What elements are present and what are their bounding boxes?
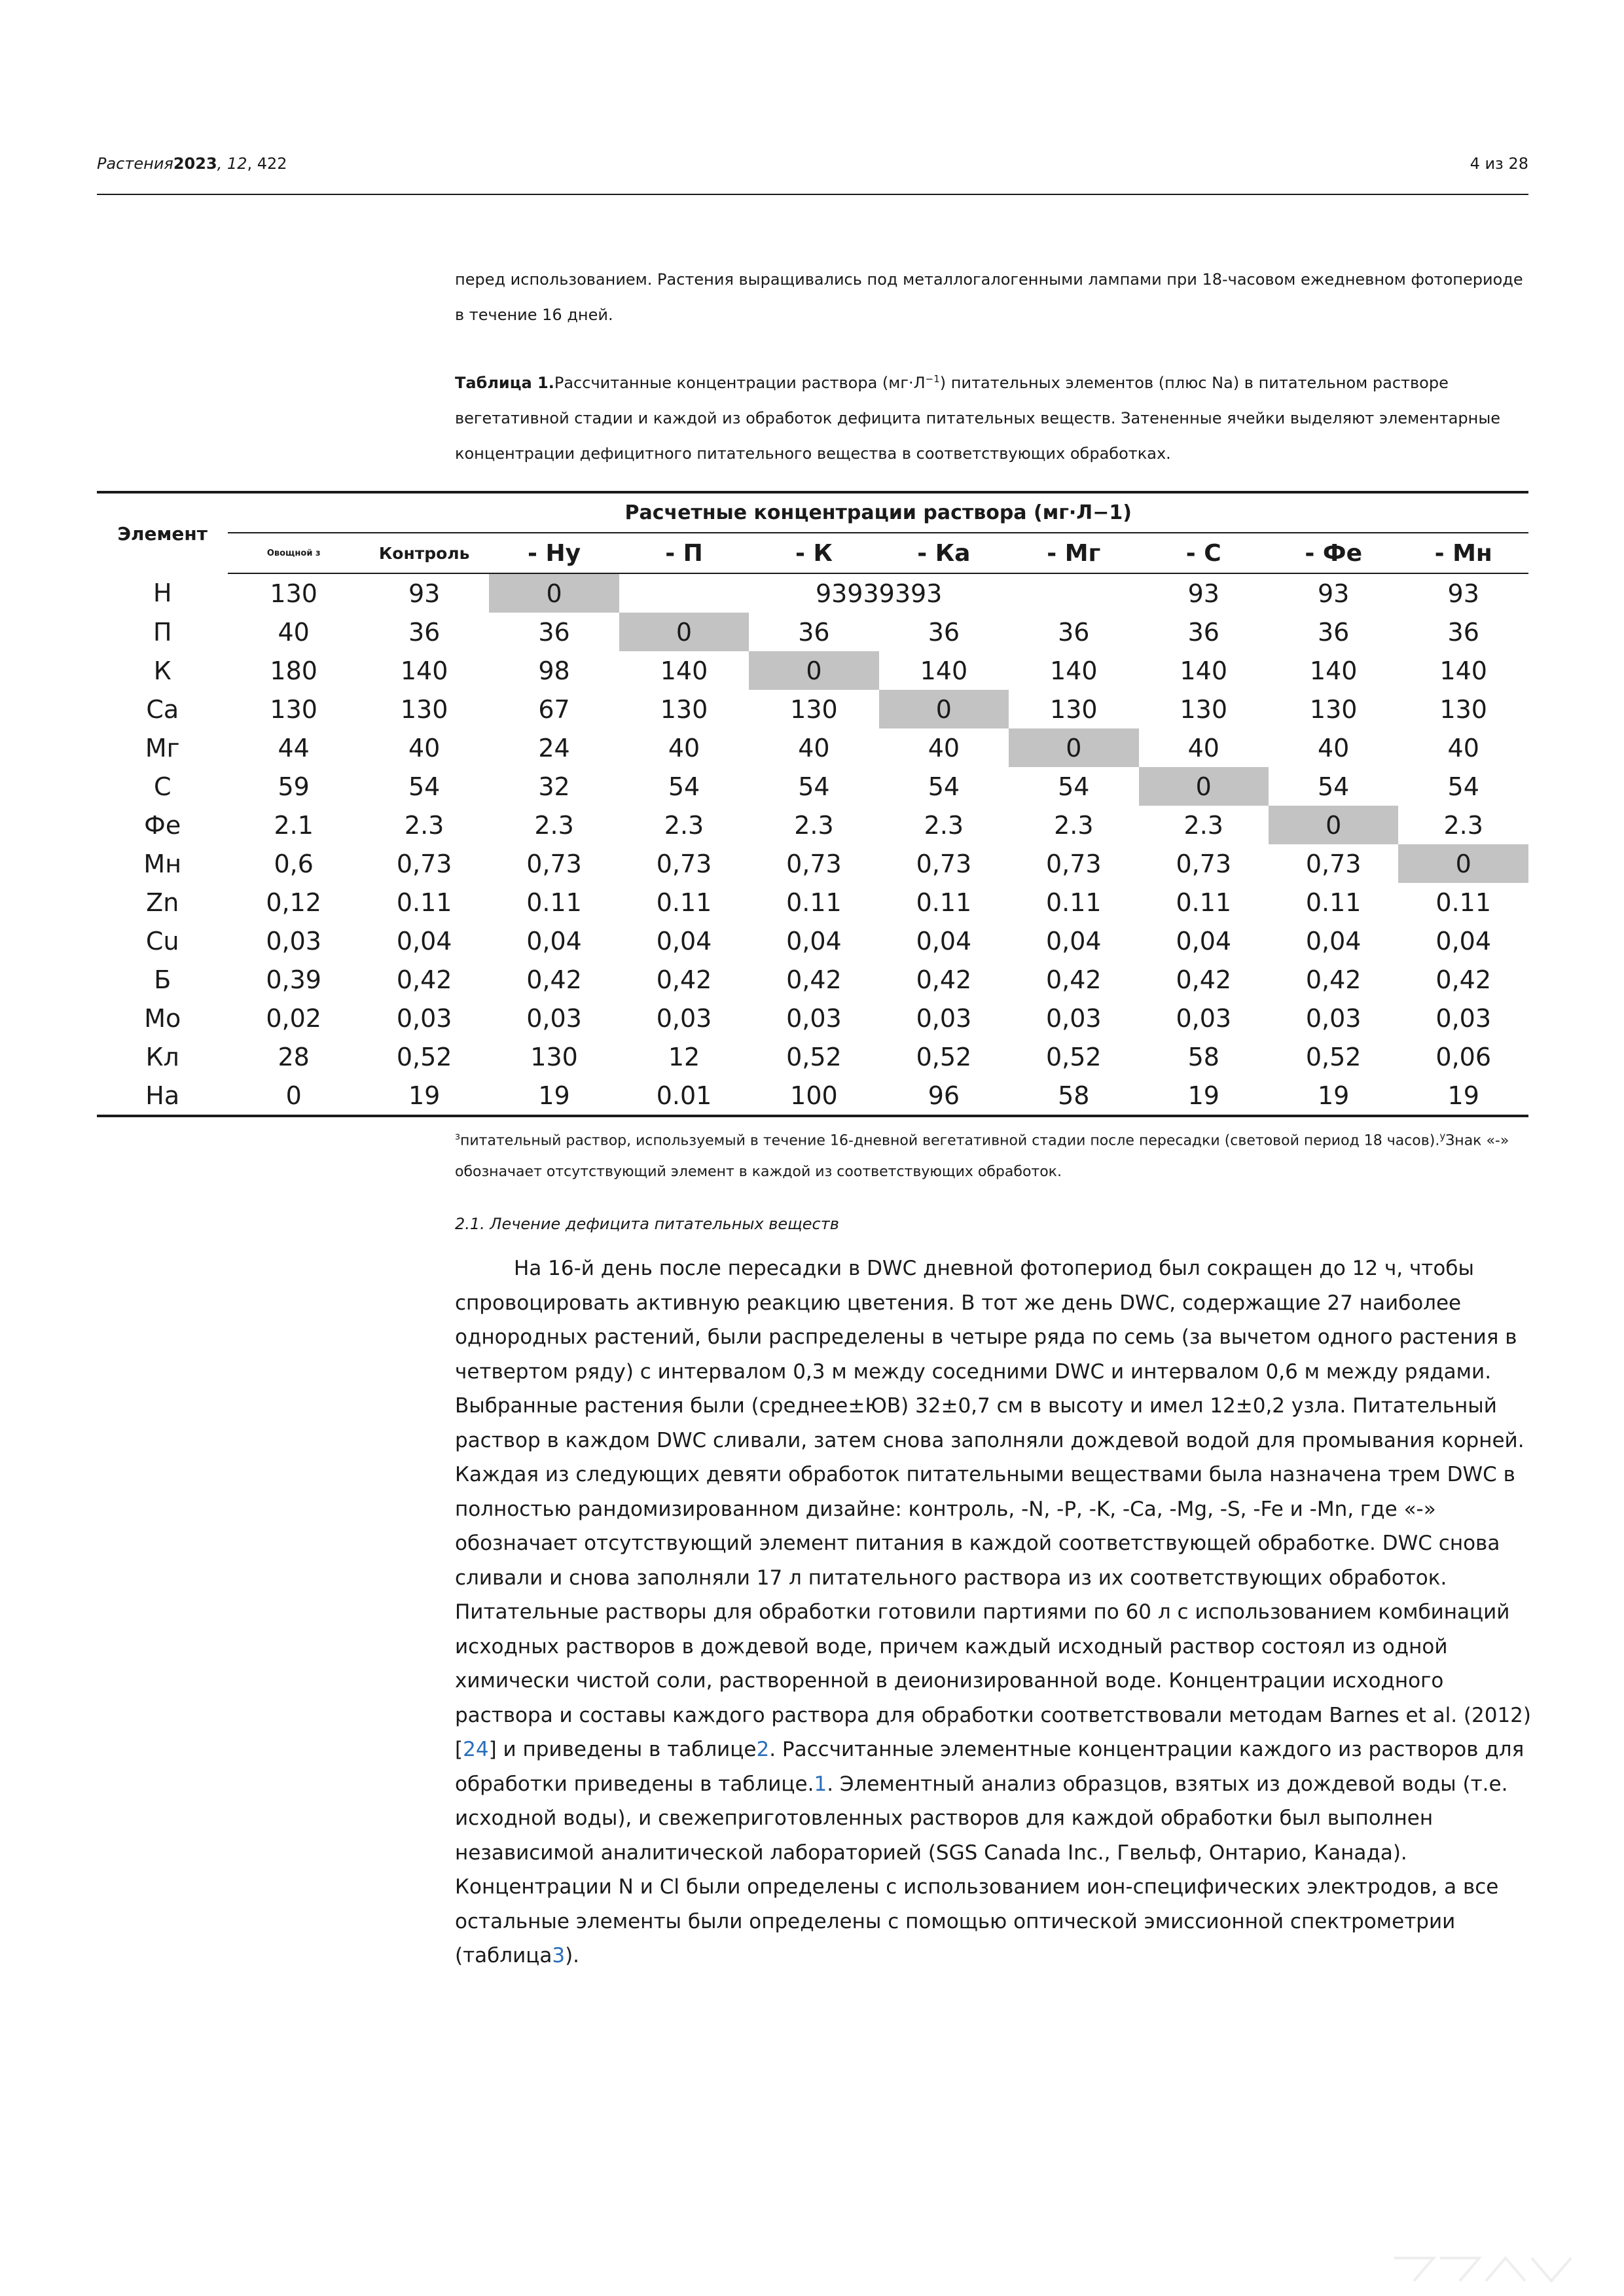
footnote-mark-z: з (455, 1130, 460, 1142)
value-cell: 130 (790, 694, 838, 724)
value-cell: 36 (928, 617, 960, 647)
table-row (97, 690, 1528, 728)
value-cell: 40 (1447, 733, 1479, 762)
value-cell: 19 (1139, 1076, 1269, 1116)
value-cell: 0.11 (656, 888, 712, 917)
value-cell: 0,42 (656, 965, 712, 994)
col-header-vegetative: Овощной з (228, 533, 359, 573)
table-link-3[interactable]: 3 (552, 1944, 566, 1967)
value-cell: 93 (1447, 579, 1479, 608)
value-cell: 0.11 (1176, 888, 1232, 917)
value-cell: 0.11 (916, 888, 972, 917)
value-cell: 24 (538, 733, 570, 762)
element-cell: К (153, 656, 171, 685)
value-cell: 0,42 (396, 965, 452, 994)
element-cell: Ca (146, 694, 179, 724)
value-cell: 0,73 (526, 849, 582, 878)
value-cell: 2.3 (794, 810, 834, 840)
table-row (97, 651, 1528, 690)
value-cell: 0,42 (786, 965, 842, 994)
value-cell: 12 (668, 1042, 700, 1071)
col-header-minus-mn: - Мн (1398, 533, 1528, 573)
value-cell: 19 (1398, 1076, 1528, 1116)
value-cell: 58 (1187, 1042, 1219, 1071)
col-header-minus-mg: - Мг (1009, 533, 1138, 573)
value-cell: 0.11 (396, 888, 452, 917)
value-cell: 36 (1318, 617, 1350, 647)
value-cell: 0,04 (396, 926, 452, 956)
value-cell: 40 (1318, 733, 1350, 762)
table-row (97, 806, 1528, 844)
value-cell: 0,73 (786, 849, 842, 878)
page-number: 4 из 28 (1470, 154, 1528, 173)
value-cell: 36 (538, 617, 570, 647)
value-cell: 54 (668, 772, 700, 801)
value-cell: 0,42 (1046, 965, 1102, 994)
value-cell: 0,03 (266, 926, 321, 956)
value-cell: 130 (270, 579, 317, 608)
value-cell: 0,04 (1305, 926, 1362, 956)
value-cell: 0.11 (1435, 888, 1491, 917)
value-cell: 100 (749, 1076, 878, 1116)
value-cell: 0 (879, 690, 1009, 728)
value-cell: 98 (538, 656, 570, 685)
value-cell: 0,04 (1435, 926, 1491, 956)
value-cell: 0,04 (916, 926, 972, 956)
table-row (97, 767, 1528, 806)
col-header-minus-s: - С (1139, 533, 1269, 573)
article-number: 422 (257, 154, 287, 173)
element-cell: П (153, 617, 172, 647)
element-cell: Мг (145, 733, 180, 762)
value-cell: 0,03 (786, 1003, 842, 1033)
value-cell: 0.11 (526, 888, 582, 917)
element-cell: Н (153, 579, 172, 607)
value-cell: 0,39 (266, 965, 321, 994)
value-cell: 0,52 (396, 1042, 452, 1071)
value-cell: 0 (1269, 806, 1398, 844)
element-cell: На (97, 1076, 228, 1116)
value-cell: 40 (408, 733, 441, 762)
value-cell: 93 (1187, 579, 1219, 608)
value-cell: 0,03 (916, 1003, 972, 1033)
value-cell: 140 (920, 656, 968, 685)
value-cell: 0,73 (916, 849, 972, 878)
value-cell: 28 (278, 1042, 310, 1071)
table-row (97, 960, 1528, 999)
value-cell: 0,73 (396, 849, 452, 878)
value-cell: 0,04 (786, 926, 842, 956)
col-header-minus-k: - К (749, 533, 878, 573)
value-cell: 0,42 (526, 965, 582, 994)
value-cell: 44 (278, 733, 310, 762)
value-cell: 54 (1058, 772, 1090, 801)
value-cell: 130 (530, 1042, 578, 1071)
value-cell: 93 (1318, 579, 1350, 608)
footnote-mark-y: у (1439, 1130, 1446, 1142)
value-cell: 0,03 (526, 1003, 582, 1033)
value-cell: 36 (1058, 617, 1090, 647)
value-cell: 0 (1139, 767, 1269, 806)
value-cell: 140 (1050, 656, 1098, 685)
value-cell: 2.3 (1183, 810, 1223, 840)
value-cell: 54 (408, 772, 441, 801)
value-cell: 0,04 (526, 926, 582, 956)
value-cell: 0 (489, 573, 619, 613)
element-cell: Мо (144, 1003, 181, 1033)
col-header-minus-ca: - Ка (879, 533, 1009, 573)
value-cell: 0.11 (1305, 888, 1362, 917)
value-cell: 140 (1180, 656, 1228, 685)
table-link-1[interactable]: 1 (814, 1772, 827, 1796)
journal-volume: 12 (226, 154, 247, 173)
value-cell: 67 (538, 694, 570, 724)
table-row (97, 1037, 1528, 1076)
table-footnote: $^з$питательный раствор, используемый в течение 16-дневной вегетативной стадии после пересадки (световой период 18 часов).$^у$Знак «-» обозначает отсутствующий элемент в каждой из соответствующих обработок. (455, 1130, 1509, 1181)
journal-year: 2023 (173, 154, 217, 173)
page-header (97, 154, 1528, 195)
nutrient-table (97, 491, 1528, 1117)
value-cell: 59 (278, 772, 310, 801)
value-cell: 0,73 (656, 849, 712, 878)
element-cell: Б (154, 965, 171, 994)
body-paragraph: На 16-й день после пересадки в DWC дневной фотопериод был сокращен до 12 ч, чтобы спровоцировать активную реакцию цветения. В тот же день DWC, содержащие 27 наиболее однородных растений, были распределены в четыре ряда по семь (за вычетом одного растения в четвертом ряду) с интервалом 0,3 м между соседними DWC и интервалом 0,6 м между рядами. Выбранные растения были (среднее±ЮВ) 32±0,7 см в высоту и имел 12±0,2 узла. Питательный раствор в каждом DWC сливали, затем снова заполняли дождевой водой для промывания корней. Каждая из следующих девяти обработок питательными веществами была назначена трем DWC в полностью рандомизированном дизайне: контроль, -N, -P, -K, -Ca, -Mg, -S, -Fe и -Mn, где «-» обозначает отсутствующий элемент питания в каждой соответствующей обработке. DWC снова сливали и снова заполняли 17 л питательного раствора из их соответствующих обработок. Питательные растворы для обработки готовили партиями по 60 л с использованием комбинаций исходных растворов в дождевой воде, причем каждый исходный раствор состоял из одной химически чистой соли, растворенной в деионизированной воде. Концентрации исходного раствора и составы каждого раствора для обработки соответствовали методам Barnes et al. (2012) [24] и приведены в таблице2. Рассчитанные элементные концентрации каждого из растворов для обработки приведены в таблице.1. Элементный анализ образцов, взятых из дождевой воды (т.е. исходной воды), и свежеприготовленных растворов для каждой обработки был выполнен независимой аналитической лабораторией (SGS Canada Inc., Гвельф, Онтарио, Канада). Концентрации N и Cl были определены с использованием ион-специфических электродов, а все остальные элементы были определены с помощью оптической эмиссионной спектрометрии (таблица3). (455, 1257, 1531, 1967)
reference-link-24[interactable]: 24 (463, 1738, 489, 1761)
table-row (97, 922, 1528, 960)
value-cell: 54 (1318, 772, 1350, 801)
value-cell: 19 (359, 1076, 489, 1116)
value-cell: 0,03 (1176, 1003, 1232, 1033)
value-cell: 0 (1009, 728, 1138, 767)
value-cell: 0,73 (1176, 849, 1232, 878)
table-row (97, 883, 1528, 922)
value-cell: 2.3 (664, 810, 704, 840)
value-cell: 140 (400, 656, 448, 685)
element-cell: С (153, 772, 171, 801)
table-row (97, 1076, 1528, 1116)
table-row (97, 573, 1528, 613)
value-cell: 0,42 (1176, 965, 1232, 994)
value-cell: 19 (1269, 1076, 1398, 1116)
table-caption-label: Таблица 1. (455, 374, 554, 392)
value-cell: 140 (1439, 656, 1487, 685)
value-cell: 0,6 (274, 849, 314, 878)
value-cell: 0,52 (786, 1042, 842, 1071)
value-cell: 0,12 (266, 888, 321, 917)
value-cell: 36 (408, 617, 441, 647)
value-cell: 180 (270, 656, 317, 685)
value-cell: 40 (798, 733, 830, 762)
watermark-logo (1388, 2251, 1584, 2284)
table-row (97, 999, 1528, 1037)
value-cell: 54 (928, 772, 960, 801)
table-row (97, 613, 1528, 651)
value-cell: 0.11 (786, 888, 842, 917)
value-cell: 40 (278, 617, 310, 647)
value-cell: 0 (619, 613, 749, 651)
value-cell: 2.3 (534, 810, 574, 840)
value-cell: 2.3 (924, 810, 964, 840)
table-row (97, 844, 1528, 883)
table-link-2[interactable]: 2 (756, 1738, 770, 1761)
value-cell: 54 (798, 772, 830, 801)
value-cell: 0,04 (1046, 926, 1102, 956)
element-cell: Cu (145, 926, 179, 956)
col-header-minus-n: - Ну (489, 533, 619, 573)
element-column-header: Элемент (97, 492, 228, 573)
value-cell: 130 (400, 694, 448, 724)
value-cell: 0,04 (1176, 926, 1232, 956)
value-cell: 0,04 (656, 926, 712, 956)
journal-citation: Растения2023, 12, 422 (97, 154, 287, 173)
table-caption: Таблица 1.Рассчитанные концентрации раствора $(мг\cdot Л^{-1})$ питательных элементов (плюс Na) в питательном растворе вегетативной стадии и каждой из обработок дефицита питательных веществ. Затененные ячейки выделяют элементарные концентрации дефицитного питательного вещества в соответствующих обработках. (455, 373, 1501, 463)
col-header-minus-fe: - Фе (1269, 533, 1398, 573)
value-cell: 32 (538, 772, 570, 801)
value-cell: 0,42 (1305, 965, 1362, 994)
value-cell: 0.11 (1046, 888, 1102, 917)
value-cell: 0,52 (916, 1042, 972, 1071)
value-cell: 140 (660, 656, 708, 685)
value-cell: 130 (1050, 694, 1098, 724)
value-cell: 2.3 (404, 810, 444, 840)
value-cell: 58 (1009, 1076, 1138, 1116)
value-cell: 54 (1447, 772, 1479, 801)
element-cell: Мн (143, 849, 182, 878)
value-cell: 40 (668, 733, 700, 762)
value-cell: 2.3 (1443, 810, 1483, 840)
value-cell: 0,03 (1046, 1003, 1102, 1033)
value-cell: 0.01 (619, 1076, 749, 1116)
value-cell: 0,06 (1435, 1042, 1491, 1071)
value-cell: 2.3 (1054, 810, 1094, 840)
value-cell: 0,03 (1435, 1003, 1491, 1033)
value-cell: 0,73 (1046, 849, 1102, 878)
intro-paragraph: перед использованием. Растения выращивались под металлогалогенными лампами при 18-часовом ежедневном фотопериоде в течение 16 дней. (455, 270, 1523, 324)
value-cell: 130 (660, 694, 708, 724)
concentration-group-header: Расчетные концентрации раствора (мг·Л−1) (228, 492, 1528, 533)
table-row (97, 728, 1528, 767)
value-cell: 0,42 (1435, 965, 1491, 994)
value-cell: 36 (1187, 617, 1219, 647)
value-cell: 96 (879, 1076, 1009, 1116)
value-cell: 140 (1309, 656, 1358, 685)
value-cell: 36 (1447, 617, 1479, 647)
value-cell: 0,03 (1305, 1003, 1362, 1033)
value-cell: 93939393 (815, 579, 943, 608)
value-cell: 0 (1398, 844, 1528, 883)
value-cell: 0 (228, 1076, 359, 1116)
journal-name: Растения (97, 154, 173, 173)
value-cell: 0,03 (396, 1003, 452, 1033)
element-cell: Фе (144, 810, 181, 840)
value-cell: 19 (489, 1076, 619, 1116)
value-cell: 0,73 (1305, 849, 1362, 878)
col-header-minus-p: - П (619, 533, 749, 573)
value-cell: 40 (1187, 733, 1219, 762)
value-cell: 130 (1309, 694, 1358, 724)
col-header-control: Контроль (359, 533, 489, 573)
value-cell: 36 (798, 617, 830, 647)
value-cell: 0,42 (916, 965, 972, 994)
value-cell: 0,02 (266, 1003, 321, 1033)
value-cell: 0 (749, 651, 878, 690)
element-cell: Кл (145, 1042, 179, 1071)
element-cell: Zn (146, 888, 179, 917)
section-heading: 2.1. Лечение дефицита питательных веществ (455, 1215, 839, 1233)
value-cell: 0,52 (1305, 1042, 1362, 1071)
value-cell: 130 (1439, 694, 1487, 724)
value-cell: 130 (270, 694, 317, 724)
value-cell: 2.1 (274, 810, 314, 840)
value-cell: 40 (928, 733, 960, 762)
value-cell: 93 (408, 579, 441, 608)
value-cell: 130 (1180, 694, 1228, 724)
value-cell: 0,03 (656, 1003, 712, 1033)
value-cell: 0,52 (1046, 1042, 1102, 1071)
